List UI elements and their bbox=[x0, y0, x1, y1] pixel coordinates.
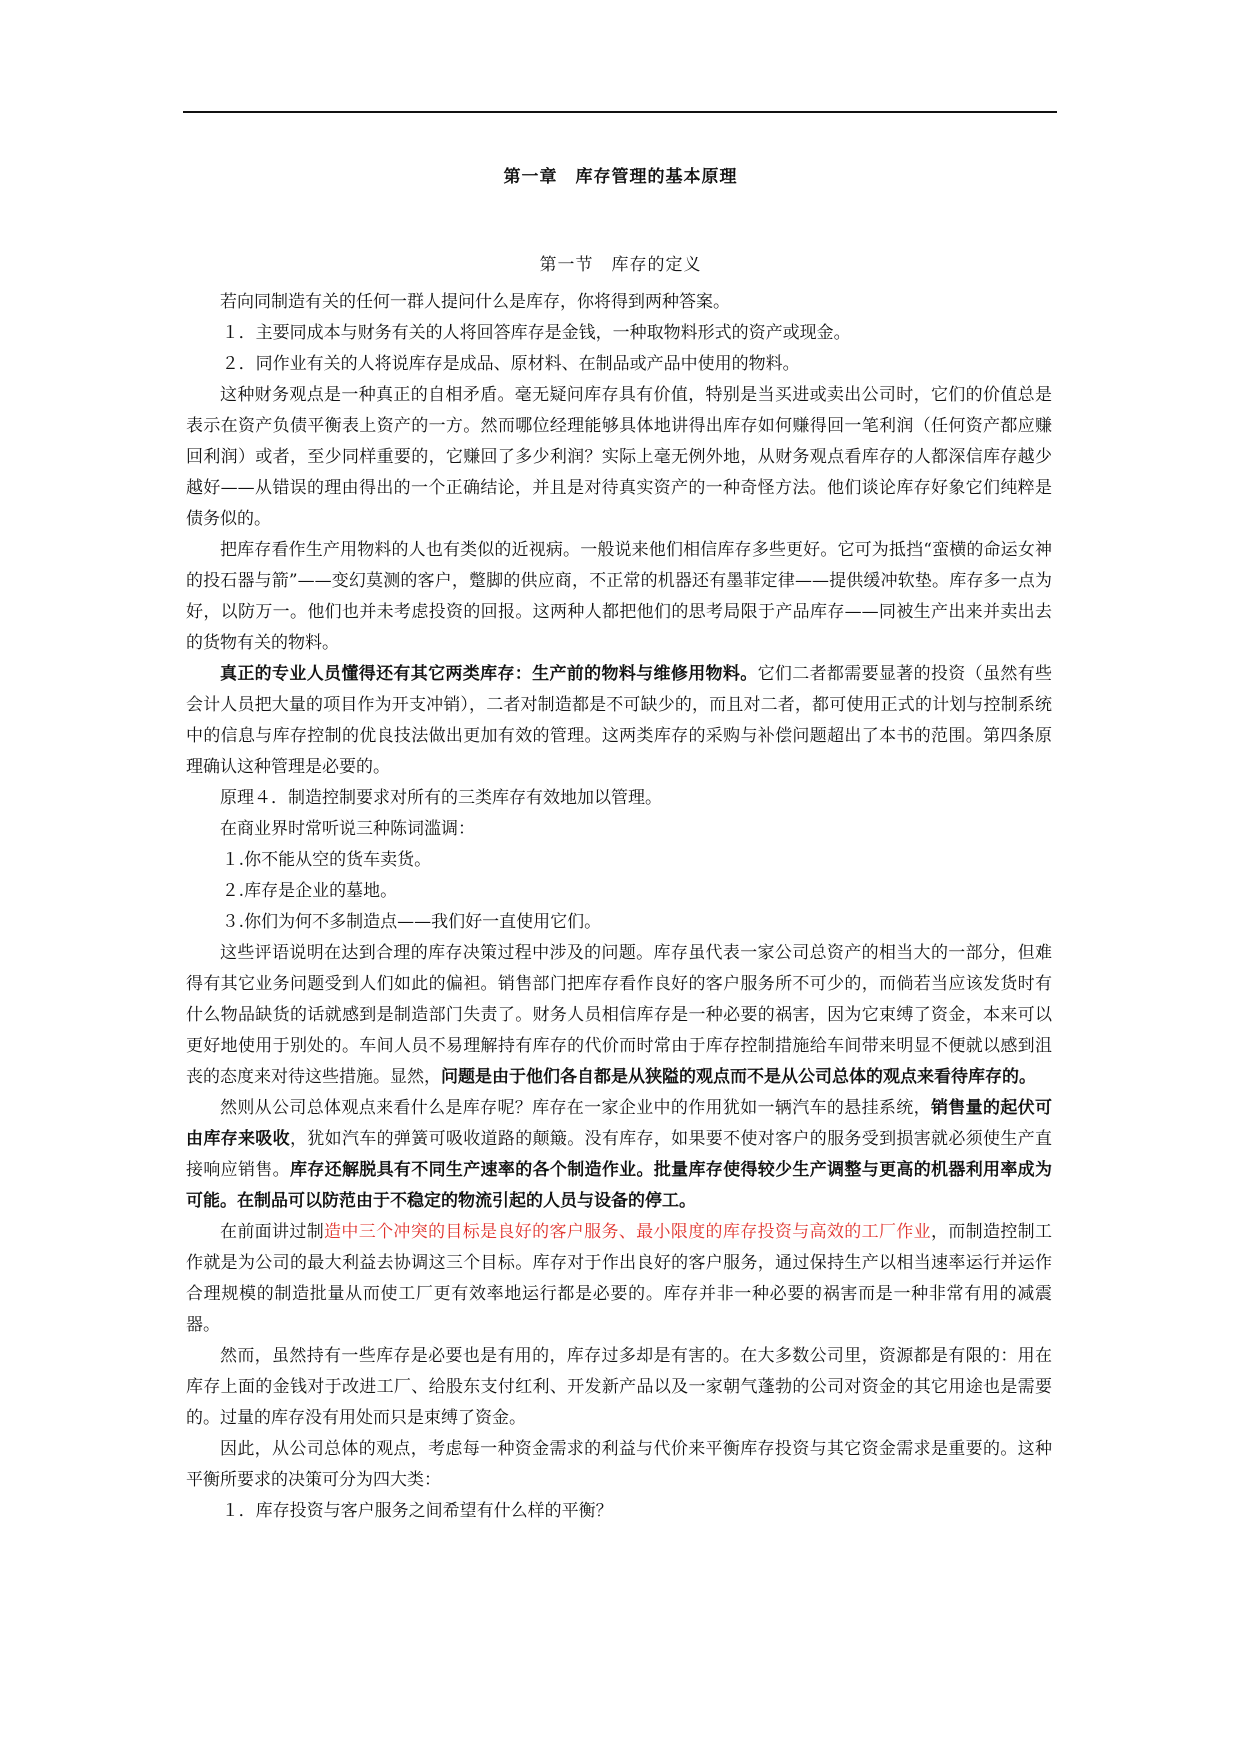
paragraph-company-view bbox=[186, 1093, 1052, 1217]
paragraph-text: 它们二者都需要显著的投资（虽然有些会计人员把大量的项目作为开支冲销），二者对制造都是不可缺少的，而且对二者，都可使用正式的计划与控制系统中的信息与库存控制的优良技法做出更加有效的管理。这两类库存的采购与补偿问题超出了本书的范围。第四条原理确认这种管理是必要的。 bbox=[186, 664, 1053, 777]
bold-statement: 库存还解脱具有不同生产速率的各个制造作业。批量库存使得较少生产调整与更高的机器利用率成为可能。在制品可以防范由于不稳定的物流引起的人员与设备的停工。 bbox=[186, 1160, 1053, 1211]
paragraph-text: ，犹如汽车的弹簧可吸收道路的颠簸。没有库存，如果要不使对客户的服务受到损害就必须使生产直接响应销售。 bbox=[186, 1129, 1053, 1180]
list-item-cliche-2: ２.库存是企业的墓地。 bbox=[221, 881, 398, 901]
paragraph-three-goals bbox=[186, 1217, 1052, 1341]
paragraph-excess-inventory: 然而，虽然持有一些库存是必要也是有用的，库存过多却是有害的。在大多数公司里，资源都是有限的：用在库存上面的金钱对于改进工厂、给股东支付红利、开发新产品以及一家朝气蓬勃的公司对资金的其它用途也是需要的。过量的库存没有用处而只是束缚了资金。 bbox=[186, 1346, 1052, 1428]
paragraph-balance: 因此，从公司总体的观点，考虑每一种资金需求的利益与代价来平衡库存投资与其它资金需求是重要的。这种平衡所要求的决策可分为四大类： bbox=[186, 1439, 1052, 1490]
paragraph-text: 然则从公司总体观点来看什么是库存呢？库存在一家企业中的作用犹如一辆汽车的悬挂系统， bbox=[220, 1098, 931, 1118]
paragraph-comments bbox=[186, 938, 1052, 1093]
header-rule bbox=[183, 111, 1057, 113]
list-item-decision-1: １．库存投资与客户服务之间希望有什么样的平衡？ bbox=[221, 1501, 613, 1521]
paragraph-text: 在前面讲过制 bbox=[220, 1222, 325, 1242]
bold-statement: 真正的专业人员懂得还有其它两类库存：生产前的物料与维修用物料。 bbox=[220, 664, 758, 684]
paragraph-cliches-intro: 在商业界时常听说三种陈词滥调： bbox=[220, 819, 475, 839]
paragraph-text: ，而制造控制工作就是为公司的最大利益去协调这三个目标。库存对于作出良好的客户服务，通过保持生产以相当速率运行并运作合理规模的制造批量从而使工厂更有效率地运行都是必要的。库存并非一种必要的祸害而是一种非常有用的减震器。 bbox=[186, 1222, 1053, 1335]
paragraph-production-view: 把库存看作生产用物料的人也有类似的近视病。一般说来他们相信库存多些更好。它可为抵挡“蛮横的命运女神的投石器与箭”——变幻莫测的客户，蹩脚的供应商，不正常的机器还有墨菲定律——提供缓冲软垫。库存多一点为好，以防万一。他们也并未考虑投资的回报。这两种人都把他们的思考局限于产品库存——同被生产出来并卖出去的货物有关的物料。 bbox=[186, 540, 1052, 653]
list-item-operations-view: ２．同作业有关的人将说库存是成品、原材料、在制品或产品中使用的物料。 bbox=[221, 354, 800, 374]
document-body bbox=[186, 287, 1052, 1527]
paragraph-other-inventory-types bbox=[186, 659, 1052, 783]
chapter-title: 第一章 库存管理的基本原理 bbox=[503, 167, 738, 187]
bold-statement: 问题是由于他们各自都是从狭隘的观点而不是从公司总体的观点来看待库存的。 bbox=[441, 1067, 1036, 1087]
list-item-cliche-3: ３.你们为何不多制造点——我们好一直使用它们。 bbox=[221, 912, 602, 932]
paragraph-finance-paradox: 这种财务观点是一种真正的自相矛盾。毫无疑问库存具有价值，特别是当买进或卖出公司时，它们的价值总是表示在资产负债平衡表上资产的一方。然而哪位经理能够具体地讲得出库存如何赚得回一笔利润（任何资产都应赚回利润）或者，至少同样重要的，它赚回了多少利润？实际上毫无例外地，从财务观点看库存的人都深信库存越少越好——从错误的理由得出的一个正确结论，并且是对待真实资产的一种奇怪方法。他们谈论库存好象它们纯粹是债务似的。 bbox=[186, 385, 1052, 529]
paragraph-text: 这些评语说明在达到合理的库存决策过程中涉及的问题。库存虽代表一家公司总资产的相当大的一部分，但难得有其它业务问题受到人们如此的偏袒。销售部门把库存看作良好的客户服务所不可少的，而倘若当应该发货时有什么物品缺货的话就感到是制造部门失责了。财务人员相信库存是一种必要的祸害，因为它束缚了资金，本来可以更好地使用于别处的。车间人员不易理解持有库存的代价而时常由于库存控制措施给车间带来明显不便就以感到沮丧的态度来对待这些措施。显然， bbox=[186, 943, 1052, 1087]
paragraph-intro: 若向同制造有关的任何一群人提问什么是库存，你将得到两种答案。 bbox=[220, 292, 730, 312]
list-item-finance-view: １．主要同成本与财务有关的人将回答库存是金钱，一种取物料形式的资产或现金。 bbox=[221, 323, 851, 343]
list-item-cliche-1: １.你不能从空的货车卖货。 bbox=[221, 850, 432, 870]
highlighted-text: 造中三个冲突的目标是良好的客户服务、最小限度的库存投资与高效的工厂作业 bbox=[324, 1222, 931, 1242]
principle-4: 原理４．制造控制要求对所有的三类库存有效地加以管理。 bbox=[220, 788, 662, 808]
bold-statement: 销售量的起伏可由库存来吸收 bbox=[186, 1098, 1053, 1149]
section-title: 第一节 库存的定义 bbox=[539, 255, 702, 275]
